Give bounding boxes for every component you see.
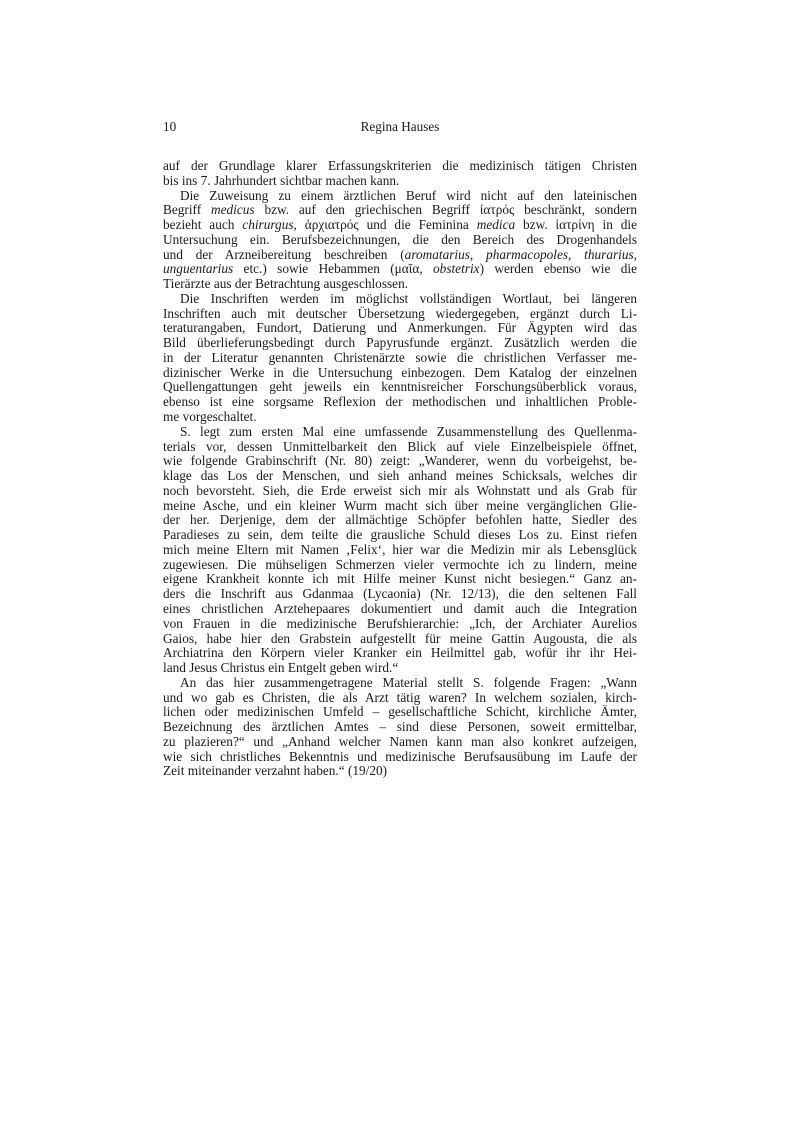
text-segment: Inschriften auch mit deutscher Übersetzung wiedergegeben, ergänzt durch Li- xyxy=(163,305,637,321)
text-line xyxy=(163,454,637,469)
text-line xyxy=(163,380,637,395)
text-segment: bis ins 7. Jahrhundert sichtbar machen kann. xyxy=(163,172,400,188)
text-segment: eigene Krankheit konnte ich mit Hilfe meiner Kunst nicht besiegen.“ Ganz an- xyxy=(163,571,637,587)
text-line xyxy=(163,691,637,706)
text-segment: ders die Inschrift aus Gdanmaa (Lycaonia) (Nr. 12/13), die den seltenen Fall xyxy=(163,586,637,602)
text-line xyxy=(163,425,637,440)
italic-term: unguentarius xyxy=(163,261,234,277)
text-line xyxy=(163,735,637,750)
text-segment: auf der Grundlage klarer Erfassungskriterien die medizinisch tätigen Christen xyxy=(163,158,637,173)
text-segment: von Frauen in die medizinische Berufshierarchie: „Ich, der Archiater Aurelios xyxy=(163,615,637,631)
italic-term: medica xyxy=(476,217,516,233)
text-line xyxy=(163,292,637,307)
text-segment: und der Arzneibereitung beschreiben ( xyxy=(163,246,405,262)
text-line xyxy=(163,395,637,410)
text-line xyxy=(163,646,637,661)
text-line xyxy=(163,676,637,691)
text-line xyxy=(163,277,637,292)
text-line xyxy=(163,366,637,381)
text-line xyxy=(163,440,637,455)
text-line xyxy=(163,543,637,558)
text-line xyxy=(163,587,637,602)
text-line xyxy=(163,528,637,543)
text-segment: An das hier zusammengetragene Material stellt S. folgende Fragen: „Wann xyxy=(180,674,637,690)
text-segment: Die Inschriften werden im möglichst vollständigen Wortlaut, bei längeren xyxy=(180,290,637,306)
text-line xyxy=(163,218,637,233)
text-segment: dizinischer Werke in die Untersuchung einbezogen. Dem Katalog der einzelnen xyxy=(163,364,637,380)
running-head: Regina Hauses xyxy=(360,119,440,134)
text-segment: land Jesus Christus ein Entgelt geben wird.“ xyxy=(163,660,399,676)
text-line xyxy=(163,203,637,218)
text-line xyxy=(163,248,637,263)
text-segment: Die Zuweisung zu einem ärztlichen Beruf wird nicht auf den lateinischen xyxy=(180,187,637,203)
page-header xyxy=(163,119,637,135)
text-segment: klage das Los der Menschen, und sieh anhand meines Schicksals, welches dir xyxy=(163,468,637,484)
text-segment: wie sich christliches Bekenntnis und medizinische Berufsausübung im Laufe der xyxy=(163,748,637,764)
text-segment: Bezeichnung des ärztlichen Amtes – sind diese Personen, soweit ermittelbar, xyxy=(163,719,637,735)
italic-term: chirurgus, xyxy=(242,217,297,233)
text-segment: Tierärzte aus der Betrachtung ausgeschlossen. xyxy=(163,276,409,292)
text-line xyxy=(163,307,637,322)
text-line xyxy=(163,661,637,676)
page-number: 10 xyxy=(163,119,177,134)
text-segment: Gaios, habe hier den Grabstein aufgestellt für meine Gattin Augousta, die als xyxy=(163,630,637,646)
text-line xyxy=(163,705,637,720)
text-segment: und wo gab es Christen, die als Arzt tätig waren? In welchem sozialen, kirch- xyxy=(163,689,637,705)
italic-term: aromatarius, pharmacopoles, thurarius, xyxy=(404,246,637,262)
text-segment: meine Asche, und ein kleiner Wurm macht sich über meine vergänglichen Glie- xyxy=(163,497,637,513)
text-segment: noch bevorsteht. Sieh, die Erde erweist sich mir als Wohnstatt und als Grab für xyxy=(163,482,637,498)
text-segment: Zeit miteinander verzahnt haben.“ (19/20) xyxy=(163,763,388,779)
text-segment: teraturangaben, Fundort, Datierung und Anmerkungen. Für Ägypten wird das xyxy=(163,320,637,336)
text-segment: bzw. ἰατρίνη in die xyxy=(515,217,637,233)
text-segment: lichen oder medizinischen Umfeld – gesellschaftliche Schicht, kirchliche Ämter, xyxy=(163,704,637,720)
text-segment: zu plazieren?“ und „Anhand welcher Namen kann man also konkret aufzeigen, xyxy=(163,733,637,749)
italic-term: medicus xyxy=(211,202,255,218)
text-segment: Begriff xyxy=(163,202,212,218)
text-segment: ebenso ist eine sorgsame Reflexion der methodischen und inhaltlichen Proble- xyxy=(163,394,637,410)
text-segment: me vorgeschaltet. xyxy=(163,409,257,425)
text-line xyxy=(163,159,637,174)
text-segment: wie folgende Grabinschrift (Nr. 80) zeigt: „Wanderer, wenn du vorbeigehst, be- xyxy=(163,453,637,469)
italic-term: obstetrix xyxy=(433,261,480,277)
text-segment: zugewiesen. Die mühseligen Schmerzen vieler vermochte ich zu lindern, meine xyxy=(163,556,637,572)
text-segment: in der Literatur genannten Christenärzte sowie die christlichen Verfasser me- xyxy=(163,349,637,365)
text-line xyxy=(163,720,637,735)
text-line xyxy=(163,632,637,647)
body-text xyxy=(163,159,637,779)
text-line xyxy=(163,189,637,204)
text-line xyxy=(163,750,637,765)
text-line xyxy=(163,602,637,617)
text-line xyxy=(163,617,637,632)
text-segment: eines christlichen Arztehepaares dokumentiert und damit auch die Integration xyxy=(163,600,637,616)
text-segment: ) werden ebenso wie die xyxy=(479,261,637,277)
text-line xyxy=(163,351,637,366)
text-line xyxy=(163,484,637,499)
text-line xyxy=(163,513,637,528)
text-line xyxy=(163,764,637,779)
text-line xyxy=(163,469,637,484)
text-segment: bzw. auf den griechischen Begriff ἰατρός beschränkt, sondern xyxy=(254,202,637,218)
text-line xyxy=(163,321,637,336)
text-line xyxy=(163,410,637,425)
text-segment: Bild überlieferungsbedingt durch Papyrusfunde ergänzt. Zusätzlich werden die xyxy=(163,335,637,351)
text-line xyxy=(163,233,637,248)
text-segment: der her. Derjenige, dem der allmächtige Schöpfer befohlen hatte, Siedler des xyxy=(163,512,637,528)
text-line xyxy=(163,262,637,277)
text-line xyxy=(163,558,637,573)
text-segment: Quellengattungen geht jeweils ein kenntnisreicher Forschungsüberblick voraus, xyxy=(163,379,637,395)
text-segment: mich meine Eltern mit Namen ‚Felix‘, hier war die Medizin mir als Lebensglück xyxy=(163,541,637,557)
text-line xyxy=(163,336,637,351)
text-segment: etc.) sowie Hebammen (μαῖα, xyxy=(233,261,434,277)
text-line xyxy=(163,572,637,587)
text-segment: ἀρχιατρός und die Feminina xyxy=(296,217,477,233)
text-line xyxy=(163,174,637,189)
text-segment: bezieht auch xyxy=(163,217,243,233)
text-segment: Paradieses zu sein, dem teilte die grausliche Schuld dieses Los zu. Einst riefen xyxy=(163,527,637,543)
text-segment: Untersuchung ein. Berufsbezeichnungen, die den Bereich des Drogenhandels xyxy=(163,231,637,247)
text-segment: Archiatrina den Körpern vieler Kranker ein Heilmittel gab, wofür ihr ihr Hei- xyxy=(163,645,637,661)
text-segment: S. legt zum ersten Mal eine umfassende Zusammenstellung des Quellenma- xyxy=(180,423,637,439)
text-line xyxy=(163,499,637,514)
text-segment: terials vor, dessen Unmittelbarkeit den Blick auf viele Einzelbeispiele öffnet, xyxy=(163,438,637,454)
